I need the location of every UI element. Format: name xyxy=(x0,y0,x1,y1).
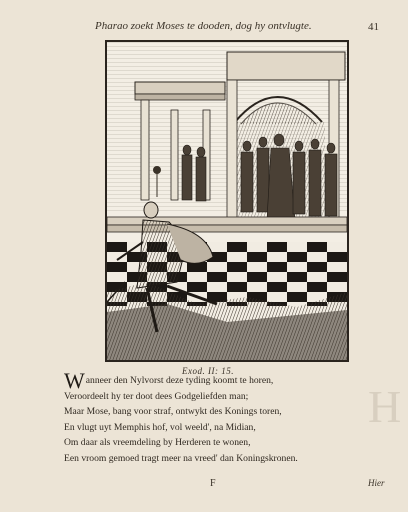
signature-mark: F xyxy=(210,478,216,489)
verse-line-3: Maar Mose, bang voor straf, ontwykt des Konings toren, xyxy=(64,406,282,418)
catchword: Hier xyxy=(368,478,385,488)
engraving-plate xyxy=(105,40,349,362)
show-through-letter: H xyxy=(368,381,402,432)
scripture-reference: Exod. II: 15. xyxy=(182,366,234,376)
verse-line-2: Veroordeelt hy ter doot dees Godgeliefden man; xyxy=(64,391,249,402)
verse-line-text: anneer den Nylvorst deze tyding koomt te horen, xyxy=(85,375,274,386)
engraving-illustration xyxy=(107,42,347,360)
verse-line-4: En vlugt uyt Memphis hof, vol weeld', na Midian, xyxy=(64,421,256,433)
running-title: Pharao zoekt Moses te dooden, dog hy ontvlugte. xyxy=(95,20,312,32)
page-number: 41 xyxy=(368,21,379,33)
drop-cap: W xyxy=(64,368,85,393)
verse-line-5: Om daar als vreemdeling by Herderen te wonen, xyxy=(64,437,251,449)
verse-line-6: Een vroom gemoed tragt meer na vreed' dan Koningskronen. xyxy=(64,452,298,464)
